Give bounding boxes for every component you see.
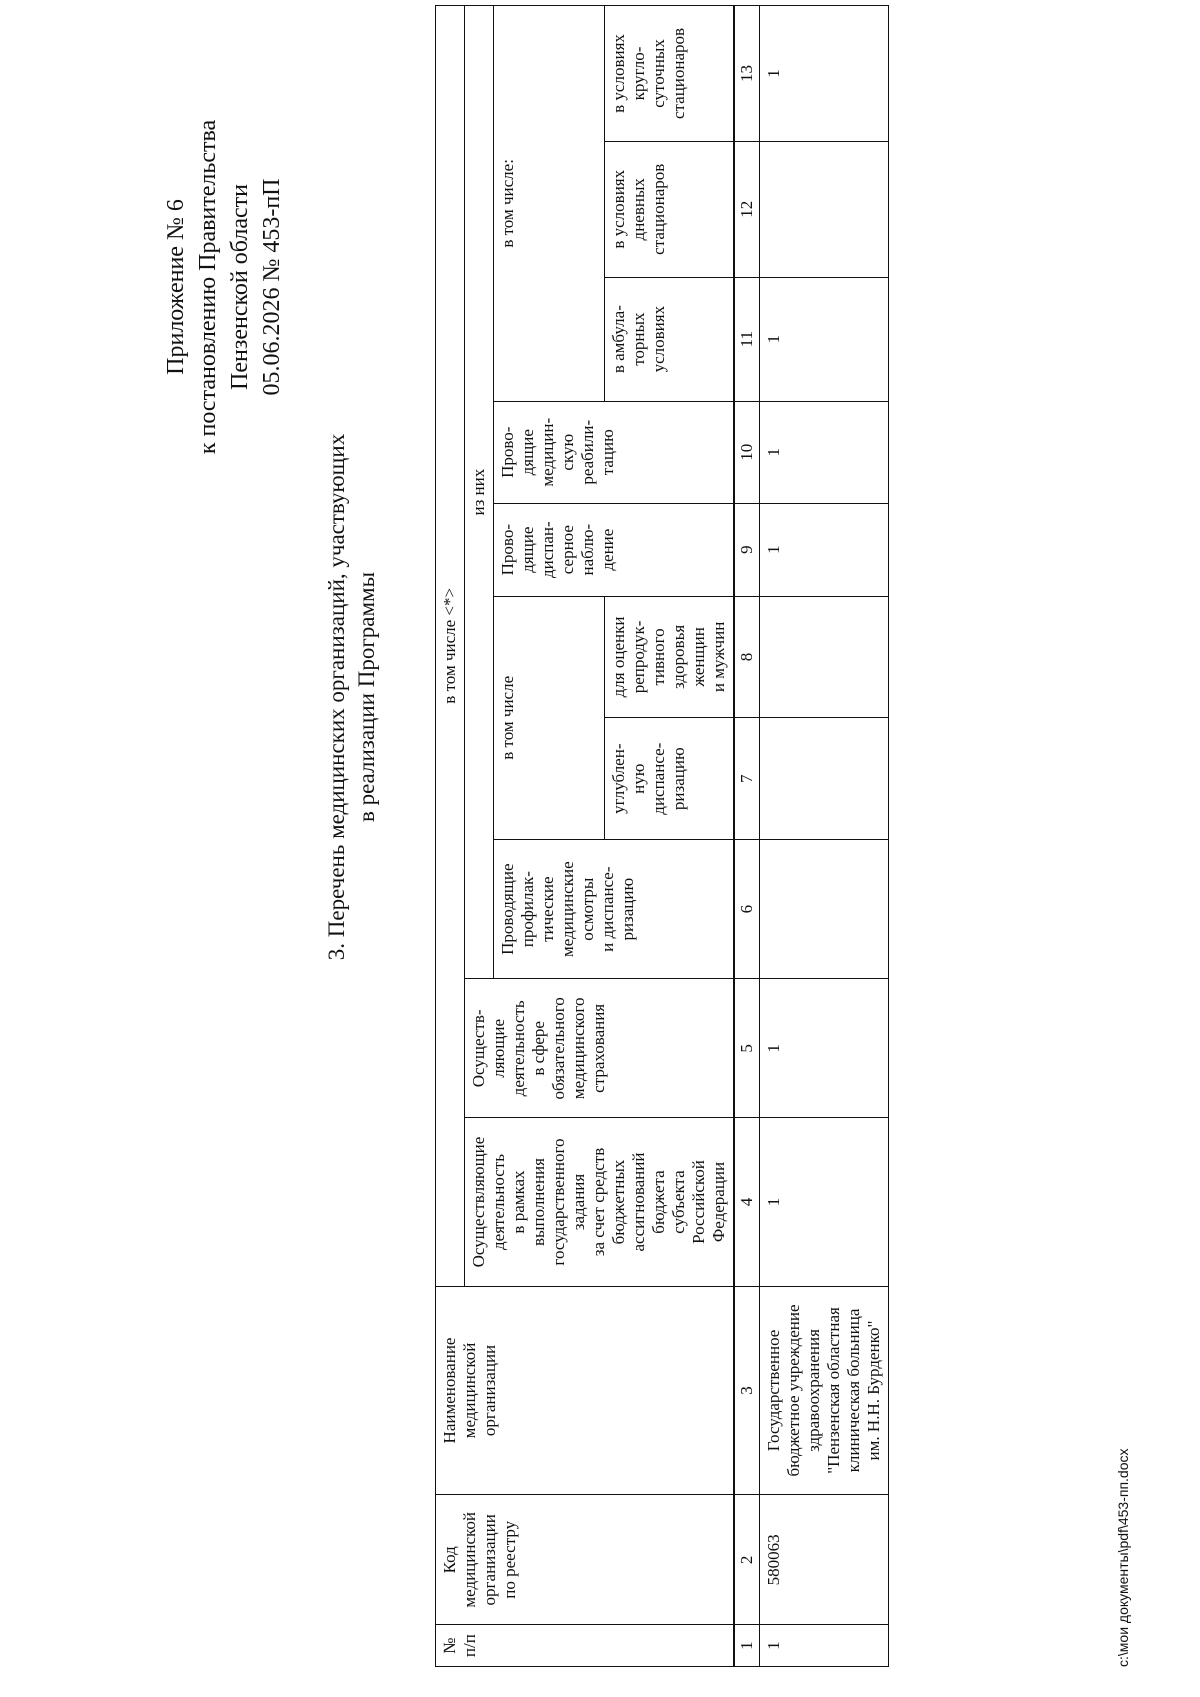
row-c4: 1 (760, 1118, 889, 1286)
row-c10: 1 (760, 401, 889, 503)
row-c12 (760, 141, 889, 277)
table-row (760, 6, 889, 1667)
header-day-hosp: в условиях дневных стационаров (605, 141, 735, 277)
column-number: 9 (734, 503, 760, 596)
header-group-including-2: в том числе (494, 596, 605, 840)
column-number: 3 (734, 1286, 760, 1495)
header-group-including: в том числе <*> (436, 6, 465, 1287)
appendix-line: Приложение № 6 (163, 199, 189, 375)
column-number: 5 (734, 979, 760, 1118)
column-number: 10 (734, 401, 760, 503)
column-number: 6 (734, 840, 760, 979)
row-c9: 1 (760, 503, 889, 596)
header-repro: для оценки репродук- тивного здоровья женщин и мужчин (605, 596, 735, 718)
header-prophylactic: Проводящие профилак- тические медицинские осмотры и диспансе- ризацию (494, 840, 735, 979)
document-heading (322, 297, 382, 1097)
header-group-including-3: в том числе: (494, 6, 605, 402)
header-round-clock: в условиях кругло- суточных стационаров (605, 6, 735, 142)
row-c13: 1 (760, 6, 889, 142)
row-num: 1 (760, 1625, 889, 1667)
organizations-table-wrap (435, 5, 889, 1667)
header-code: Код медицинской организации по реестру (436, 1495, 735, 1625)
column-number: 11 (734, 277, 760, 401)
row-c11: 1 (760, 277, 889, 401)
header-num: № п/п (436, 1625, 735, 1667)
header-budget: Осуществляющие деятельность в рамках выполнения государственного задания за счет средств бюджетных ассигнований бюджета субъекта Российской Федерации (465, 1118, 735, 1286)
appendix-line: к постановлению Правительства (195, 119, 221, 455)
file-path-footer: c:\мои документы\pdf\453-пп.docx (1115, 1448, 1131, 1667)
header-dispensary: Прово- дящие диспан- серное наблю- дение (494, 503, 735, 596)
header-rehab: Прово- дящие медицин- скую реабили- тацию (494, 401, 735, 503)
row-name: Государственное бюджетное учреждение здравоохранения "Пензенская областная клиническая больница им. Н.Н. Бурденко" (760, 1286, 889, 1495)
header-oms: Осуществ- ляющие деятельность в сфере обязательного медицинского страхования (465, 979, 735, 1118)
row-c7 (760, 718, 889, 840)
appendix-line: Пензенской области (227, 184, 253, 390)
header-group-of-them: из них (465, 6, 494, 979)
appendix-line: 05.06.2026 № 453-пП (259, 178, 285, 396)
header-ambulatory: в амбула- торных условиях (605, 277, 735, 401)
column-number: 13 (734, 6, 760, 142)
column-number-row (734, 6, 760, 1667)
column-number: 8 (734, 596, 760, 718)
column-number: 7 (734, 718, 760, 840)
header-name: Наименование медицинской организации (436, 1286, 735, 1495)
column-number: 2 (734, 1495, 760, 1625)
heading-line: 3. Перечень медицинских организаций, участвующих (324, 433, 349, 961)
row-c8 (760, 596, 889, 718)
column-number: 4 (734, 1118, 760, 1286)
appendix-block (160, 77, 288, 497)
header-deep: углублен- ную диспансе- ризацию (605, 718, 735, 840)
column-number: 12 (734, 141, 760, 277)
column-number: 1 (734, 1625, 760, 1667)
organizations-table (435, 5, 889, 1667)
row-c6 (760, 840, 889, 979)
row-c5: 1 (760, 979, 889, 1118)
row-code: 580063 (760, 1495, 889, 1625)
heading-line: в реализации Программы (354, 571, 379, 823)
